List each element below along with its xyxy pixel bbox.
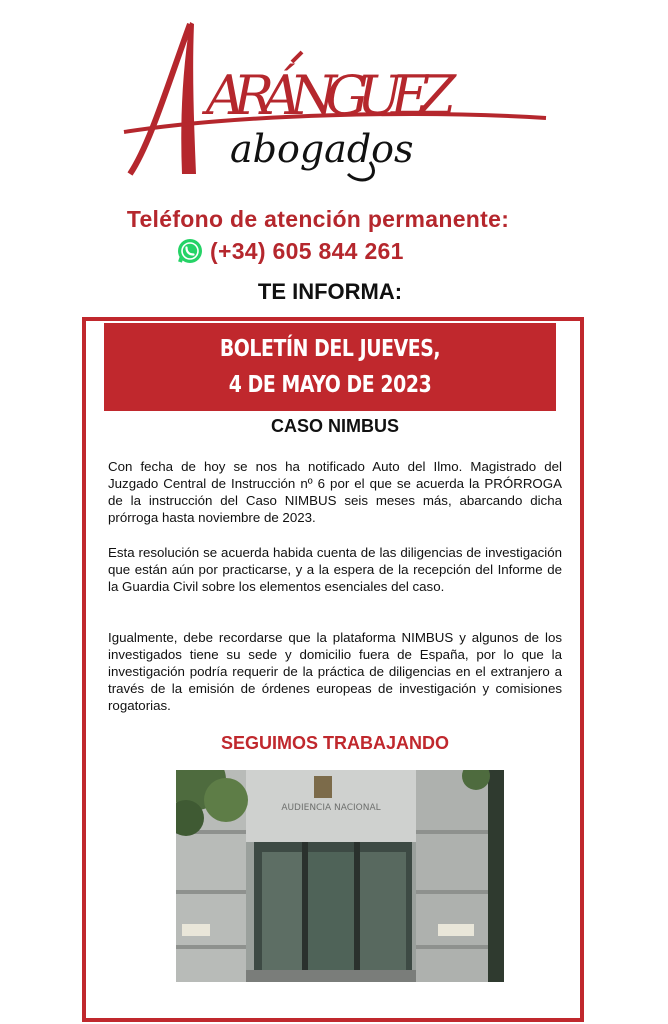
phone-number[interactable]: (+34) 605 844 261 <box>210 237 404 264</box>
logo-tagline-text: abogados <box>230 127 414 171</box>
logo-brand-text: ARÁNGUEZ <box>206 64 456 127</box>
bulletin-title-line2: 4 DE MAYO DE 2023 <box>228 372 432 398</box>
paragraph-2: Esta resolución se acuerda habida cuenta de las diligencias de investigación que están aún por practicarse, y a la espera de la recepción del Informe de la Guardia Civil sobre los elementos esenciales del caso. <box>108 545 562 594</box>
bulletin-title-line1: BOLETÍN DEL JUEVES, <box>219 336 441 362</box>
case-title: CASO NIMBUS <box>270 416 399 436</box>
phone-title: Teléfono de atención permanente: <box>126 206 510 232</box>
bulletin-banner <box>104 323 556 411</box>
audiencia-nacional-photo <box>176 770 504 982</box>
te-informa-heading: TE INFORMA: <box>257 279 403 304</box>
closing-slogan: SEGUIMOS TRABAJANDO <box>220 733 449 753</box>
whatsapp-icon <box>176 237 204 265</box>
phone-line <box>176 236 404 266</box>
building-sign: AUDIENCIA NACIONAL <box>281 803 381 813</box>
paragraph-3: Igualmente, debe recordarse que la plataforma NIMBUS y algunos de los investigados tiene su sede y domicilio fuera de España, por lo que la investigación podría requerir de la práctica de diligencias en el extranjero a través de la emisión de órdenes europeas de investigación y comisiones rogatorias. <box>108 630 562 713</box>
paragraph-1: Con fecha de hoy se nos ha notificado Auto del Ilmo. Magistrado del Juzgado Central de Instrucción nº 6 por el que se acuerda la PRÓRROGA de la instrucción del Caso NIMBUS seis meses más, abarcando dicha prórroga hasta noviembre de 2023. <box>108 459 562 525</box>
firm-logo <box>120 14 560 194</box>
